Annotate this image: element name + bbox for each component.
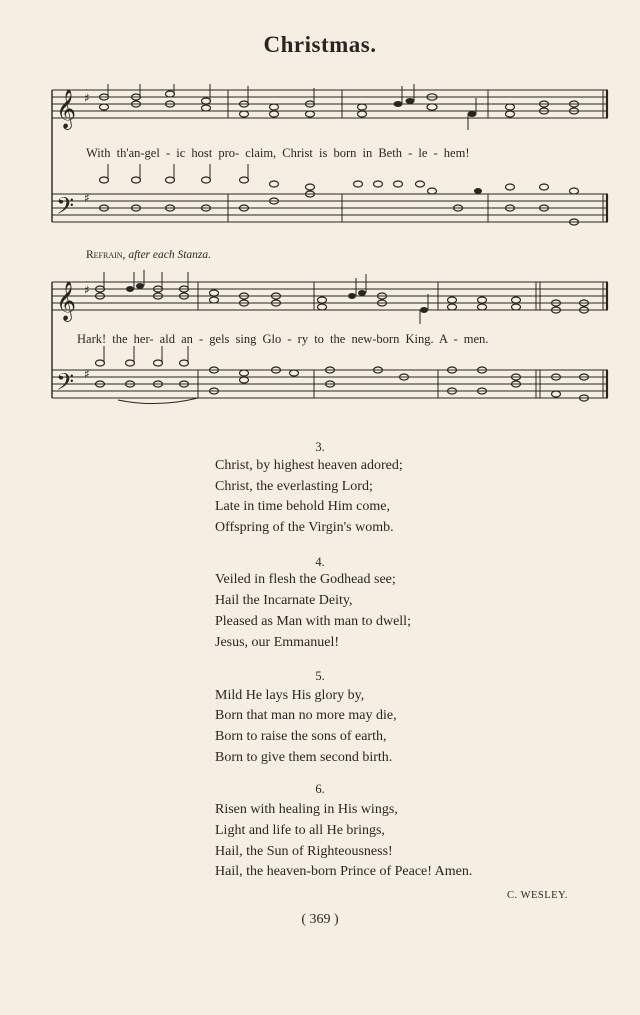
stanza-number: 5. (315, 669, 325, 683)
svg-text:𝄞: 𝄞 (56, 281, 77, 321)
svg-text:𝄞: 𝄞 (56, 89, 77, 129)
stanza-line: Born that man no more may die, (215, 708, 397, 723)
stanza-line: Light and life to all He brings, (215, 823, 385, 838)
stanza-line: Born to raise the sons of earth, (215, 729, 387, 744)
stanza-line: Christ, the everlasting Lord; (215, 479, 373, 494)
stanza-line: Hail, the Sun of Righteousness! (215, 844, 393, 859)
music-system-verse (48, 84, 612, 244)
stanza-line: Risen with healing in His wings, (215, 802, 398, 817)
hymn-title: Christmas. (263, 32, 377, 57)
stanza-number: 4. (315, 555, 325, 569)
stanza-line: Jesus, our Emmanuel! (215, 635, 340, 650)
verse-lyrics-line: With th'an-gel - ic host pro- claim, Christ is born in Beth - le - hem! (86, 146, 470, 160)
refrain-label-instruction: after each Stanza. (128, 249, 212, 261)
svg-text:𝄢: 𝄢 (56, 368, 75, 401)
stanza-line: Born to give them second birth. (215, 750, 393, 765)
refrain-label (86, 249, 211, 261)
stanza-line: Pleased as Man with man to dwell; (215, 614, 411, 629)
stanza-line: Christ, by highest heaven adored; (215, 458, 403, 473)
svg-text:♯: ♯ (84, 91, 90, 105)
stanza-number: 6. (315, 782, 325, 796)
svg-text:♯: ♯ (84, 283, 90, 297)
author-credit: C. WESLEY. (507, 890, 568, 901)
stanza-line: Mild He lays His glory by, (215, 688, 365, 703)
stanza-line: Offspring of the Virgin's womb. (215, 520, 394, 535)
svg-text:𝄢: 𝄢 (56, 192, 75, 225)
svg-text:♯: ♯ (84, 367, 90, 381)
stanza-number: 3. (315, 440, 325, 454)
stanza-line: Late in time behold Him come, (215, 499, 390, 514)
svg-text:♯: ♯ (84, 191, 90, 205)
stanza-line: Hail the Incarnate Deity, (215, 593, 353, 608)
page-number: ( 369 ) (301, 912, 339, 927)
stanza-line: Veiled in flesh the Godhead see; (215, 572, 396, 587)
refrain-label-word: Refrain, (86, 249, 126, 261)
refrain-lyrics-line: Hark! the her- ald an - gels sing Glo - ry to the new-born King. A - men. (77, 332, 489, 346)
stanza-line: Hail, the heaven-born Prince of Peace! Amen. (215, 864, 473, 879)
